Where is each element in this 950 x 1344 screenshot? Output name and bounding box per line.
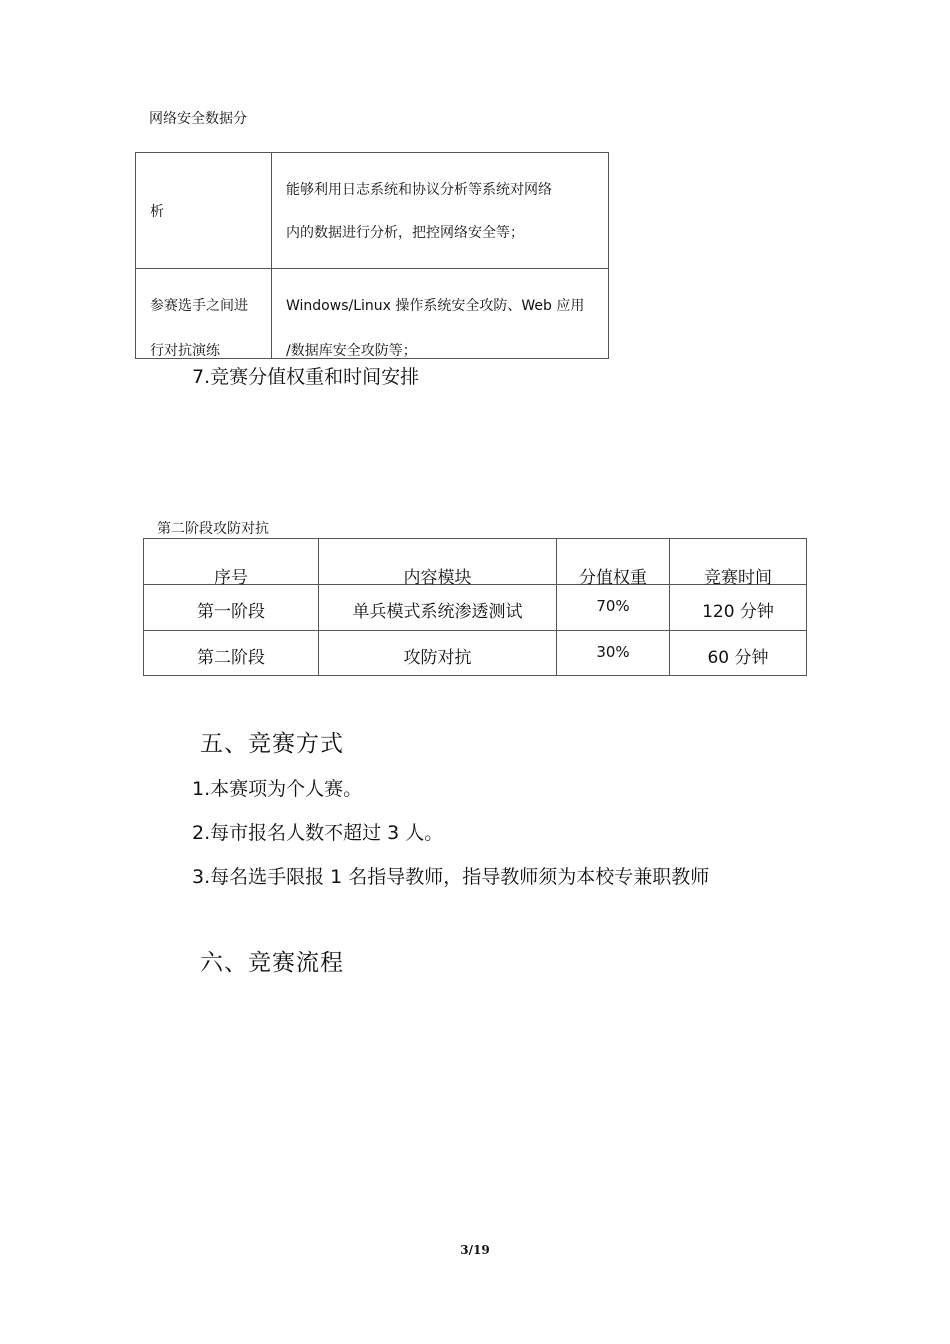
table-cell: /数据库安全攻防等； (286, 343, 417, 359)
table-cell: 能够利用日志系统和协议分析等系统对网络 (286, 182, 552, 198)
table-cell: 攻防对抗 (403, 648, 472, 668)
table-header: 内容模块 (403, 568, 472, 588)
list-item: 2.每市报名人数不超过 3 人。 (192, 822, 444, 844)
table-divider (271, 153, 272, 358)
table-cell: 内的数据进行分析，把控网络安全等； (286, 225, 524, 241)
table-cell: 70% (596, 597, 630, 615)
table-caption: 第二阶段攻防对抗 (157, 521, 269, 537)
section-heading: 7.竞赛分值权重和时间安排 (192, 366, 420, 388)
table-header: 序号 (214, 568, 248, 588)
table-cell: 第二阶段 (197, 648, 265, 668)
list-item: 1.本赛项为个人赛。 (192, 778, 363, 800)
section-heading: 五、竞赛方式 (200, 731, 344, 757)
table-cell: 第一阶段 (197, 602, 265, 622)
section-heading: 六、竞赛流程 (200, 950, 344, 976)
table-cell: 60 分钟 (707, 648, 769, 668)
table-cell: 析 (150, 204, 164, 220)
table-cell: 单兵模式系统渗透测试 (352, 602, 523, 622)
table-divider (136, 268, 608, 269)
table-divider (144, 630, 806, 631)
table-header: 分值权重 (579, 568, 647, 588)
skills-table (135, 152, 609, 359)
list-item: 3.每名选手限报 1 名指导教师，指导教师须为本校专兼职教师 (192, 866, 710, 888)
table-header: 竞赛时间 (704, 568, 772, 588)
table-cell: 参赛选手之间进 (150, 298, 248, 314)
table-cell: Windows/Linux 操作系统安全攻防、Web 应用 (286, 298, 585, 314)
table-cell: 30% (596, 643, 630, 661)
table-cell: 行对抗演练 (150, 343, 220, 359)
table-cell: 120 分钟 (702, 602, 774, 622)
page-number: 3/19 (460, 1243, 490, 1257)
score-time-table (143, 538, 807, 676)
table-title-fragment: 网络安全数据分 (149, 111, 247, 127)
